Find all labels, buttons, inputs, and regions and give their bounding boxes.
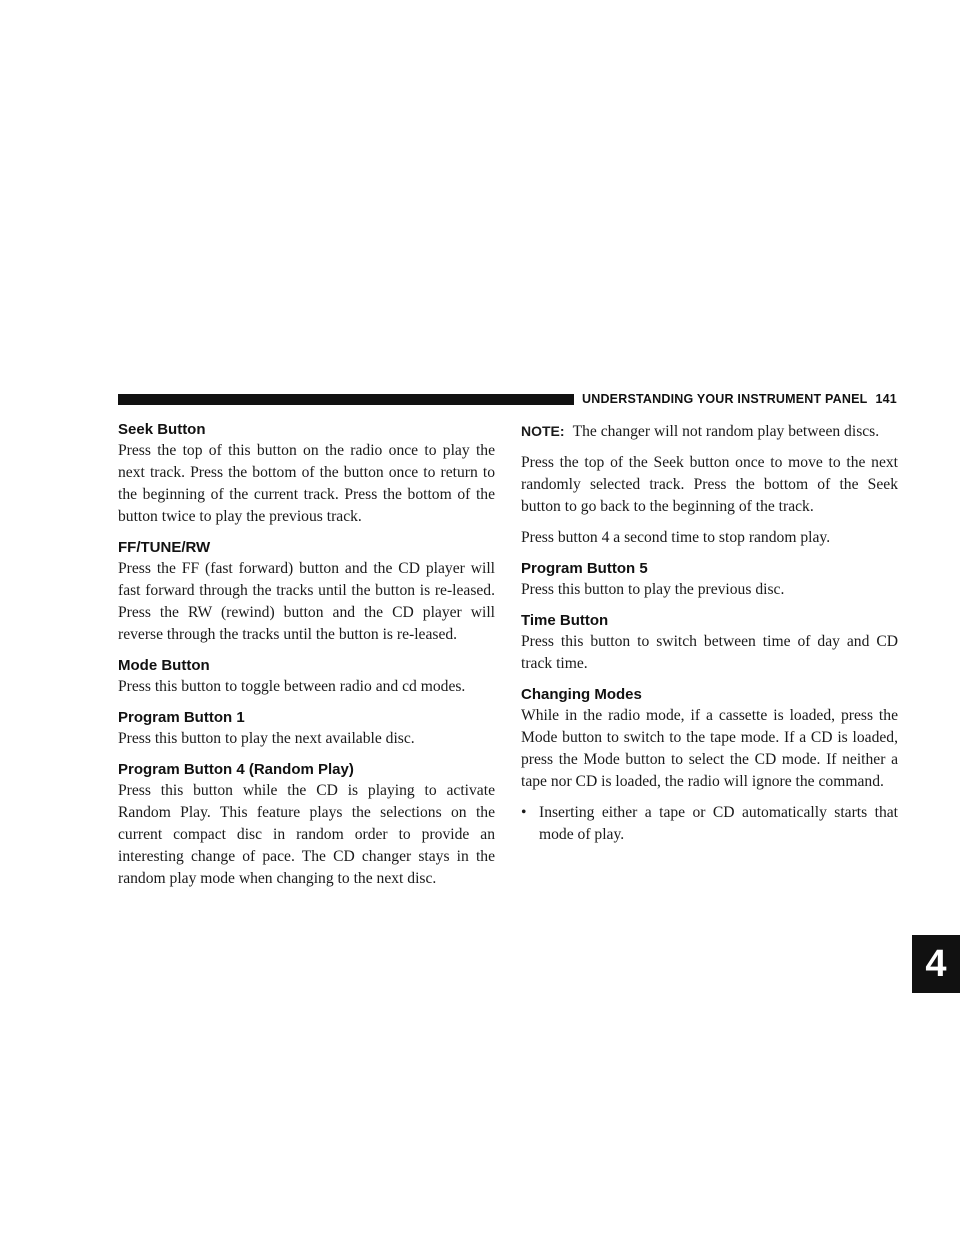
note-label: NOTE: — [521, 423, 565, 439]
heading-time-button: Time Button — [521, 612, 609, 629]
page-number: 141 — [875, 392, 897, 406]
para-stop-random: Press button 4 a second time to stop random play. — [521, 529, 831, 546]
running-header — [582, 392, 897, 406]
chapter-tab: 4 — [912, 935, 960, 993]
heading-seek-button: Seek Button — [118, 421, 206, 438]
bullet-text: Inserting either a tape or CD automatically starts that mode of play. — [539, 804, 898, 843]
heading-changing-modes: Changing Modes — [521, 686, 642, 703]
section-title: UNDERSTANDING YOUR INSTRUMENT PANEL — [582, 392, 868, 406]
para-mode-button: Press this button to toggle between radio and cd modes. — [118, 678, 466, 695]
para-program-button-1: Press this button to play the next available disc. — [118, 730, 415, 747]
para-seek-button: Press the top of this button on the radio once to play the next track. Press the bottom of the button once to return to the beginning of the current track. Press the bottom of the button twice to play the previous track. — [118, 442, 495, 525]
para-ff-tune-rw: Press the FF (fast forward) button and the CD player will fast forward through the tracks until the button is re-leased. Press the RW (rewind) button and the CD player will reverse through the tracks until the button is re-leased. — [118, 560, 495, 643]
bullet-item — [521, 802, 898, 846]
para-program-button-4: Press this button while the CD is playing to activate Random Play. This feature plays the selections on the current compact disc in random order to provide an interesting change of pace. The CD changer stays in the random play mode when changing to the next disc. — [118, 782, 495, 887]
note-text: The changer will not random play between discs. — [572, 423, 880, 440]
heading-program-button-4: Program Button 4 (Random Play) — [118, 761, 354, 778]
heading-program-button-5: Program Button 5 — [521, 560, 648, 577]
note-paragraph — [521, 420, 898, 443]
para-program-button-5: Press this button to play the previous disc. — [521, 581, 785, 598]
heading-ff-tune-rw: FF/TUNE/RW — [118, 539, 211, 556]
para-seek-random: Press the top of the Seek button once to move to the next randomly selected track. Press the bottom of the Seek button to go back to the beginning of the track. — [521, 454, 898, 515]
heading-mode-button: Mode Button — [118, 657, 210, 674]
left-column — [118, 420, 495, 890]
para-changing-modes: While in the radio mode, if a cassette is loaded, press the Mode button to switch to the tape mode. If a CD is loaded, press the Mode button to select the CD mode. If neither a tape nor CD is loaded, the radio will ignore the command. — [521, 707, 898, 790]
heading-program-button-1: Program Button 1 — [118, 709, 245, 726]
bullet-dot: • — [521, 804, 527, 821]
right-column — [521, 420, 898, 846]
para-time-button: Press this button to switch between time of day and CD track time. — [521, 633, 898, 672]
header-rule — [118, 394, 574, 405]
